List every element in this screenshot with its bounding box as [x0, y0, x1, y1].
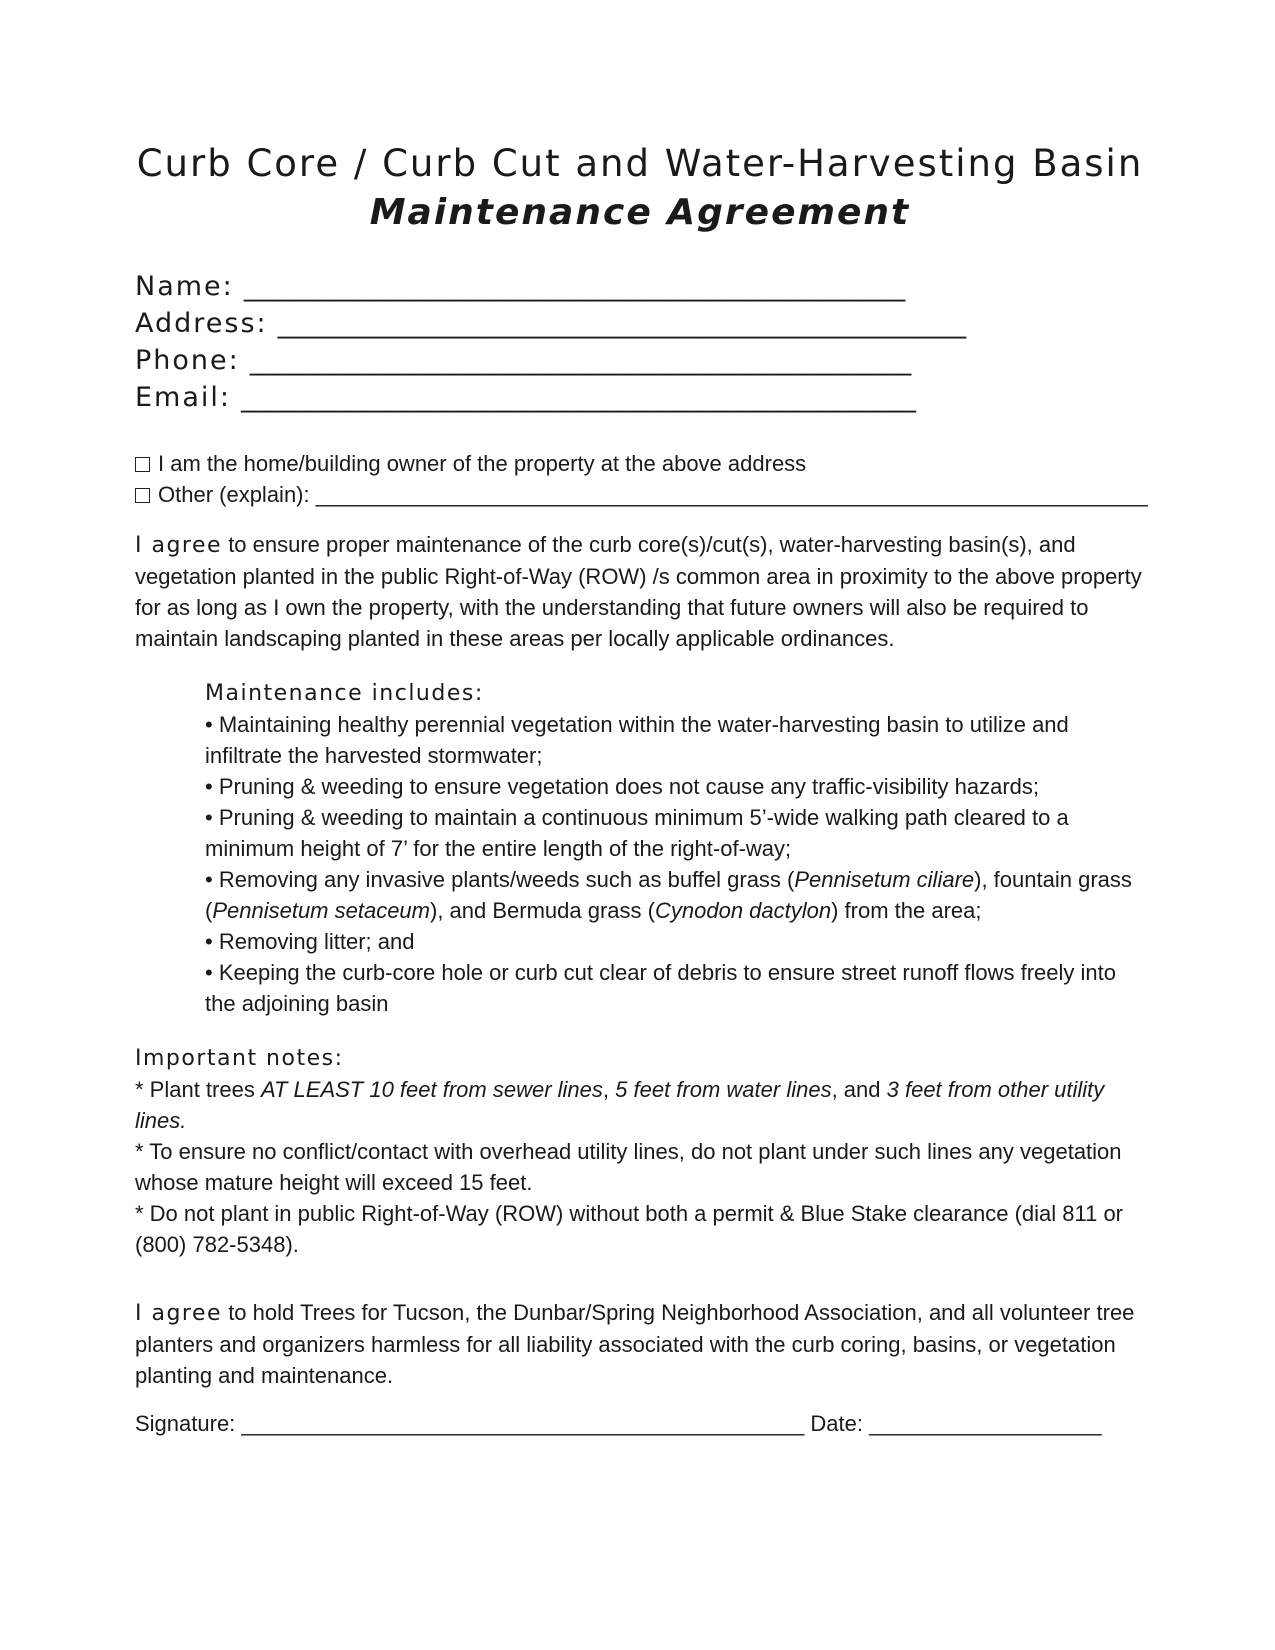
species-name: Pennisetum ciliare — [794, 867, 975, 892]
note-item: * Do not plant in public Right-of-Way (ROW) without both a permit & Blue Stake clearance (dial 811 or (800) 782-5348). — [135, 1201, 1124, 1257]
important-notes — [135, 1043, 1145, 1260]
agreement-1-text: to ensure proper maintenance of the curb core(s)/cut(s), water-harvesting basin(s), and vegetation planted in the public Right-of-Way (ROW) /s common area in proximity to the above property for as long as I own the property, with the understanding that future owners will also be required to maintain landscaping planted in these areas per locally applicable ordinances. — [135, 532, 1142, 651]
note-text: , — [602, 1077, 616, 1102]
list-item-text: ) from the area; — [831, 898, 982, 923]
note-item: * To ensure no conflict/contact with overhead utility lines, do not plant under such lines any vegetation whose mature height will exceed 15 feet. — [135, 1139, 1122, 1195]
maintenance-agreement-paragraph — [135, 529, 1145, 654]
list-item: • Maintaining healthy perennial vegetation within the water-harvesting basin to utilize and infiltrate the harvested stormwater; — [205, 712, 1069, 768]
ownership-checkboxes — [135, 448, 1148, 510]
owner-checkbox[interactable] — [135, 457, 150, 472]
contact-fields — [135, 268, 966, 416]
address-field[interactable] — [135, 305, 966, 342]
signature-label: Signature: — [135, 1411, 236, 1436]
name-label: Name: — [135, 271, 234, 302]
list-item-text: • Removing any invasive plants/weeds such as buffel grass ( — [205, 867, 795, 892]
date-label: Date: — [810, 1411, 863, 1436]
note-text: * Plant trees — [135, 1077, 261, 1102]
note-emphasis: AT LEAST 10 feet from sewer lines — [260, 1077, 603, 1102]
note-emphasis: 5 feet from water lines — [615, 1077, 832, 1102]
name-field[interactable] — [135, 268, 966, 305]
owner-checkbox-row[interactable] — [135, 448, 1148, 479]
species-name: Pennisetum setaceum — [212, 898, 430, 923]
list-item — [205, 864, 1145, 926]
note-text: , and — [831, 1077, 887, 1102]
other-explain-blank[interactable]: ____________________________________________________________________ — [315, 482, 1148, 507]
other-checkbox-label: Other (explain): — [158, 482, 310, 507]
document-subtitle: Maintenance Agreement — [369, 192, 911, 233]
signature-row — [135, 1408, 1102, 1439]
list-item-text: ), and Bermuda grass ( — [430, 898, 655, 923]
email-blank[interactable]: __________________________________________________ — [241, 382, 917, 413]
agreement-2-text: to hold Trees for Tucson, the Dunbar/Spring Neighborhood Association, and all volunteer tree planters and organizers harmless for all liability associated with the curb coring, basins, or vegetation planting and maintenance. — [135, 1300, 1135, 1388]
phone-label: Phone: — [135, 345, 240, 376]
other-checkbox-row[interactable] — [135, 479, 1148, 510]
name-blank[interactable]: _________________________________________________ — [243, 271, 906, 302]
phone-field[interactable] — [135, 342, 966, 379]
liability-agreement-paragraph — [135, 1297, 1145, 1391]
email-label: Email: — [135, 382, 232, 413]
document-title: Curb Core / Curb Cut and Water-Harvesting Basin — [136, 142, 1144, 185]
address-blank[interactable]: ___________________________________________________ — [277, 308, 967, 339]
date-blank[interactable]: ___________________ — [869, 1411, 1102, 1436]
owner-checkbox-label: I am the home/building owner of the property at the above address — [158, 451, 807, 476]
list-item-text: ), fountain grass ( — [205, 867, 1132, 923]
signature-blank[interactable]: ______________________________________________ — [241, 1411, 805, 1436]
other-checkbox[interactable] — [135, 488, 150, 503]
maintenance-heading: Maintenance includes: — [205, 681, 484, 706]
list-item: • Removing litter; and — [205, 929, 415, 954]
email-field[interactable] — [135, 379, 966, 416]
agree-lead-1: I agree — [135, 533, 223, 558]
list-item: • Pruning & weeding to maintain a continuous minimum 5’-wide walking path cleared to a minimum height of 7’ for the entire length of the right-of-way; — [205, 805, 1069, 861]
phone-blank[interactable]: _________________________________________________ — [249, 345, 912, 376]
note-emphasis: 3 feet from other utility lines. — [135, 1077, 1105, 1133]
notes-heading: Important notes: — [135, 1046, 344, 1071]
note-item — [135, 1074, 1145, 1136]
maintenance-list — [205, 678, 1145, 1019]
list-item: • Pruning & weeding to ensure vegetation does not cause any traffic-visibility hazards; — [205, 774, 1039, 799]
species-name: Cynodon dactylon — [654, 898, 832, 923]
list-item: • Keeping the curb-core hole or curb cut clear of debris to ensure street runoff flows freely into the adjoining basin — [205, 960, 1116, 1016]
address-label: Address: — [135, 308, 268, 339]
agree-lead-2: I agree — [135, 1301, 223, 1326]
